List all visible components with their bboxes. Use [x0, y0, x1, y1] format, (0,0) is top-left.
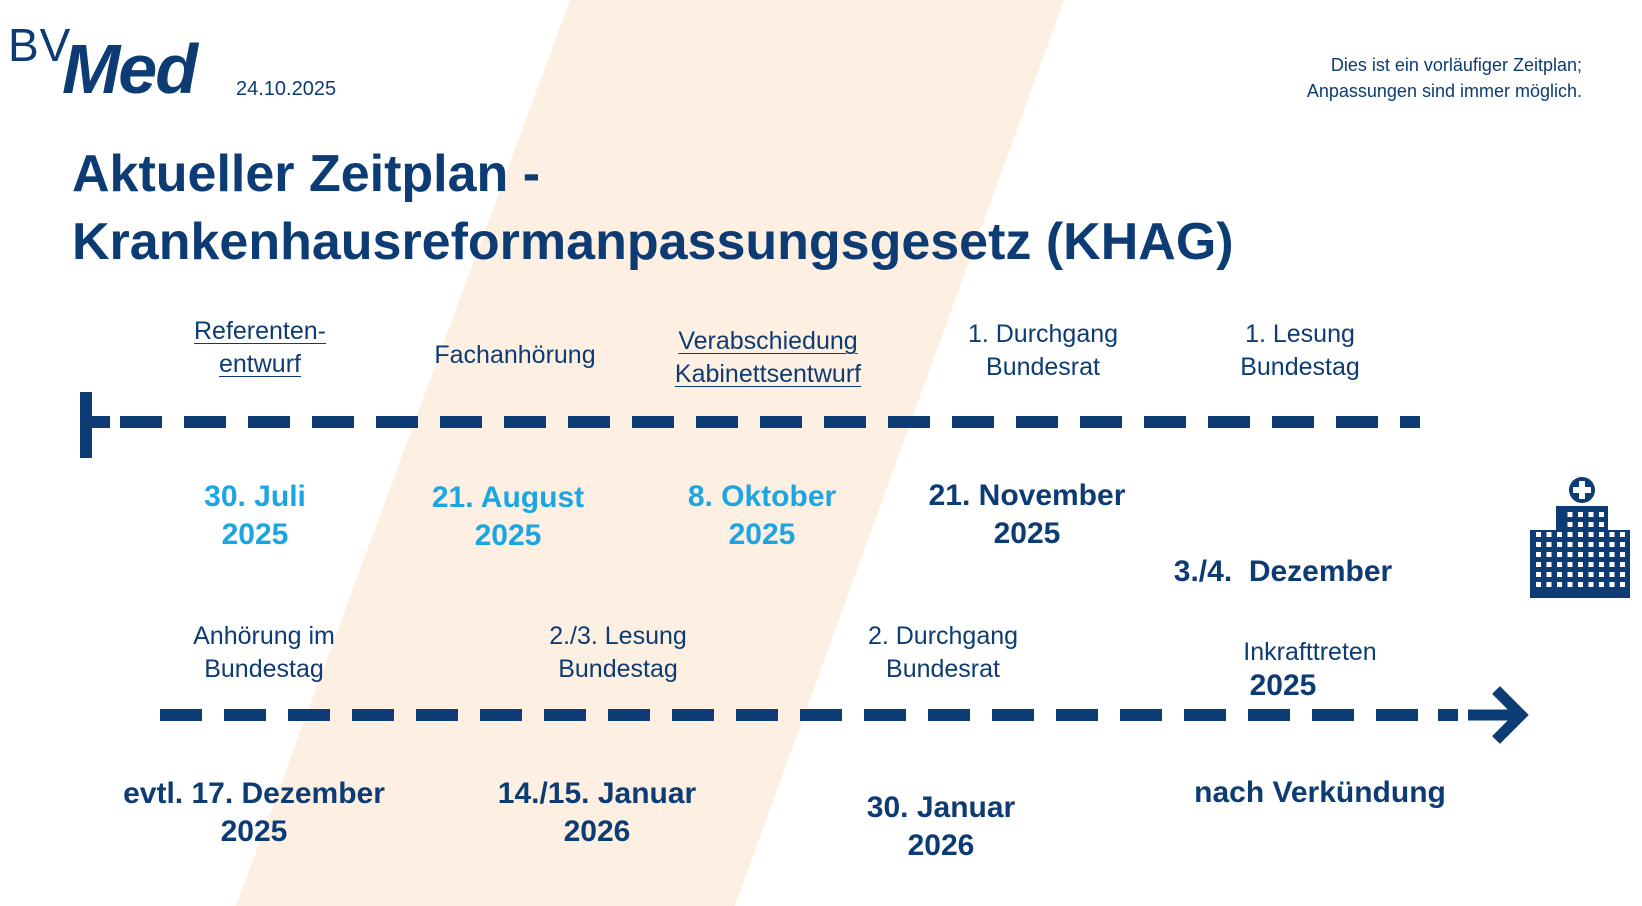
disclaimer-line-1: Dies ist ein vorläufiger Zeitplan; [1330, 55, 1582, 75]
milestone-label-line: Bundesrat [986, 353, 1100, 381]
milestone-label-line: 2./3. Lesung [549, 622, 687, 650]
milestone-date-30-januar [791, 789, 1091, 865]
milestone-date-line: evtl. 17. Dezember [123, 777, 385, 810]
milestone-label-line: 1. Lesung [1245, 320, 1355, 348]
milestone-label-line: Kabinettsentwurf [674, 360, 862, 388]
milestone-date-line: 21. November [928, 479, 1126, 512]
milestone-label-durchgang-1 [913, 318, 1173, 384]
milestone-date-januar [447, 775, 747, 851]
milestone-label-lesung-1 [1170, 318, 1430, 384]
page-title-line-1: Aktueller Zeitplan - [72, 145, 541, 203]
milestone-label-line: Fachanhörung [434, 341, 596, 369]
milestone-label-line: 2. Durchgang [867, 622, 1019, 650]
milestone-date-dezember [1133, 477, 1433, 781]
milestone-label-durchgang-2 [813, 620, 1073, 686]
milestone-label-line: entwurf [219, 350, 301, 378]
milestone-date-17-dezember [104, 775, 404, 851]
milestone-date-line: 2025 [993, 517, 1061, 550]
milestone-date-line: 2025 [474, 519, 542, 552]
milestone-date-21-november [877, 477, 1177, 553]
logo-bv: BV [8, 19, 72, 71]
milestone-date-line: 30. Januar [866, 791, 1016, 824]
milestone-label-line: Referenten- [193, 317, 327, 345]
milestone-label-kabinettsentwurf [638, 325, 898, 391]
milestone-label-line: Bundestag [204, 655, 324, 683]
milestone-label-line: 1. Durchgang [967, 320, 1119, 348]
milestone-label-anhoerung [134, 620, 394, 686]
milestone-label-line: Bundestag [558, 655, 678, 683]
milestone-label-lesung-2-3 [488, 620, 748, 686]
disclaimer-line-2: Anpassungen sind immer möglich. [1306, 81, 1582, 101]
milestone-date-line: 2025 [728, 518, 796, 551]
logo-med: Med [62, 30, 196, 108]
milestone-date-line: 2026 [907, 829, 975, 862]
header-date: 24.10.2025 [236, 78, 337, 100]
milestone-label-line: Verabschiedung [678, 327, 858, 355]
timeline-row2-end-dot [1438, 709, 1458, 721]
milestone-date-line: nach Verkündung [1194, 776, 1446, 809]
milestone-label-fachanhoerung [385, 339, 645, 372]
milestone-date-nach-verkuendung [1170, 774, 1470, 812]
milestone-date-8-oktober [612, 478, 912, 554]
milestone-label-inkrafttreten [1180, 636, 1440, 669]
milestone-date-line: 30. Juli [204, 480, 306, 513]
milestone-date-line: 2025 [220, 815, 288, 848]
milestone-date-line: 21. August [431, 481, 585, 514]
milestone-label-line: Inkrafttreten [1243, 638, 1377, 666]
milestone-label-line: Bundestag [1240, 353, 1360, 381]
milestone-date-line: 2025 [1249, 669, 1317, 702]
milestone-date-line: 2026 [563, 815, 631, 848]
hospital-building-icon [1530, 477, 1630, 598]
milestone-date-line: 2025 [221, 518, 289, 551]
timeline-start-marker [80, 392, 92, 458]
milestone-label-line: Anhörung im [193, 622, 335, 650]
milestone-date-line: 3./4. Dezember [1173, 555, 1393, 588]
milestone-label-line: Bundesrat [886, 655, 1000, 683]
milestone-date-line: 8. Oktober [687, 480, 837, 513]
page-title-line-2: Krankenhausreformanpassungsgesetz (KHAG) [72, 213, 1234, 271]
timeline-start-tick [92, 416, 110, 428]
milestone-label-referentenentwurf [130, 315, 390, 381]
milestone-date-line: 14./15. Januar [497, 777, 697, 810]
